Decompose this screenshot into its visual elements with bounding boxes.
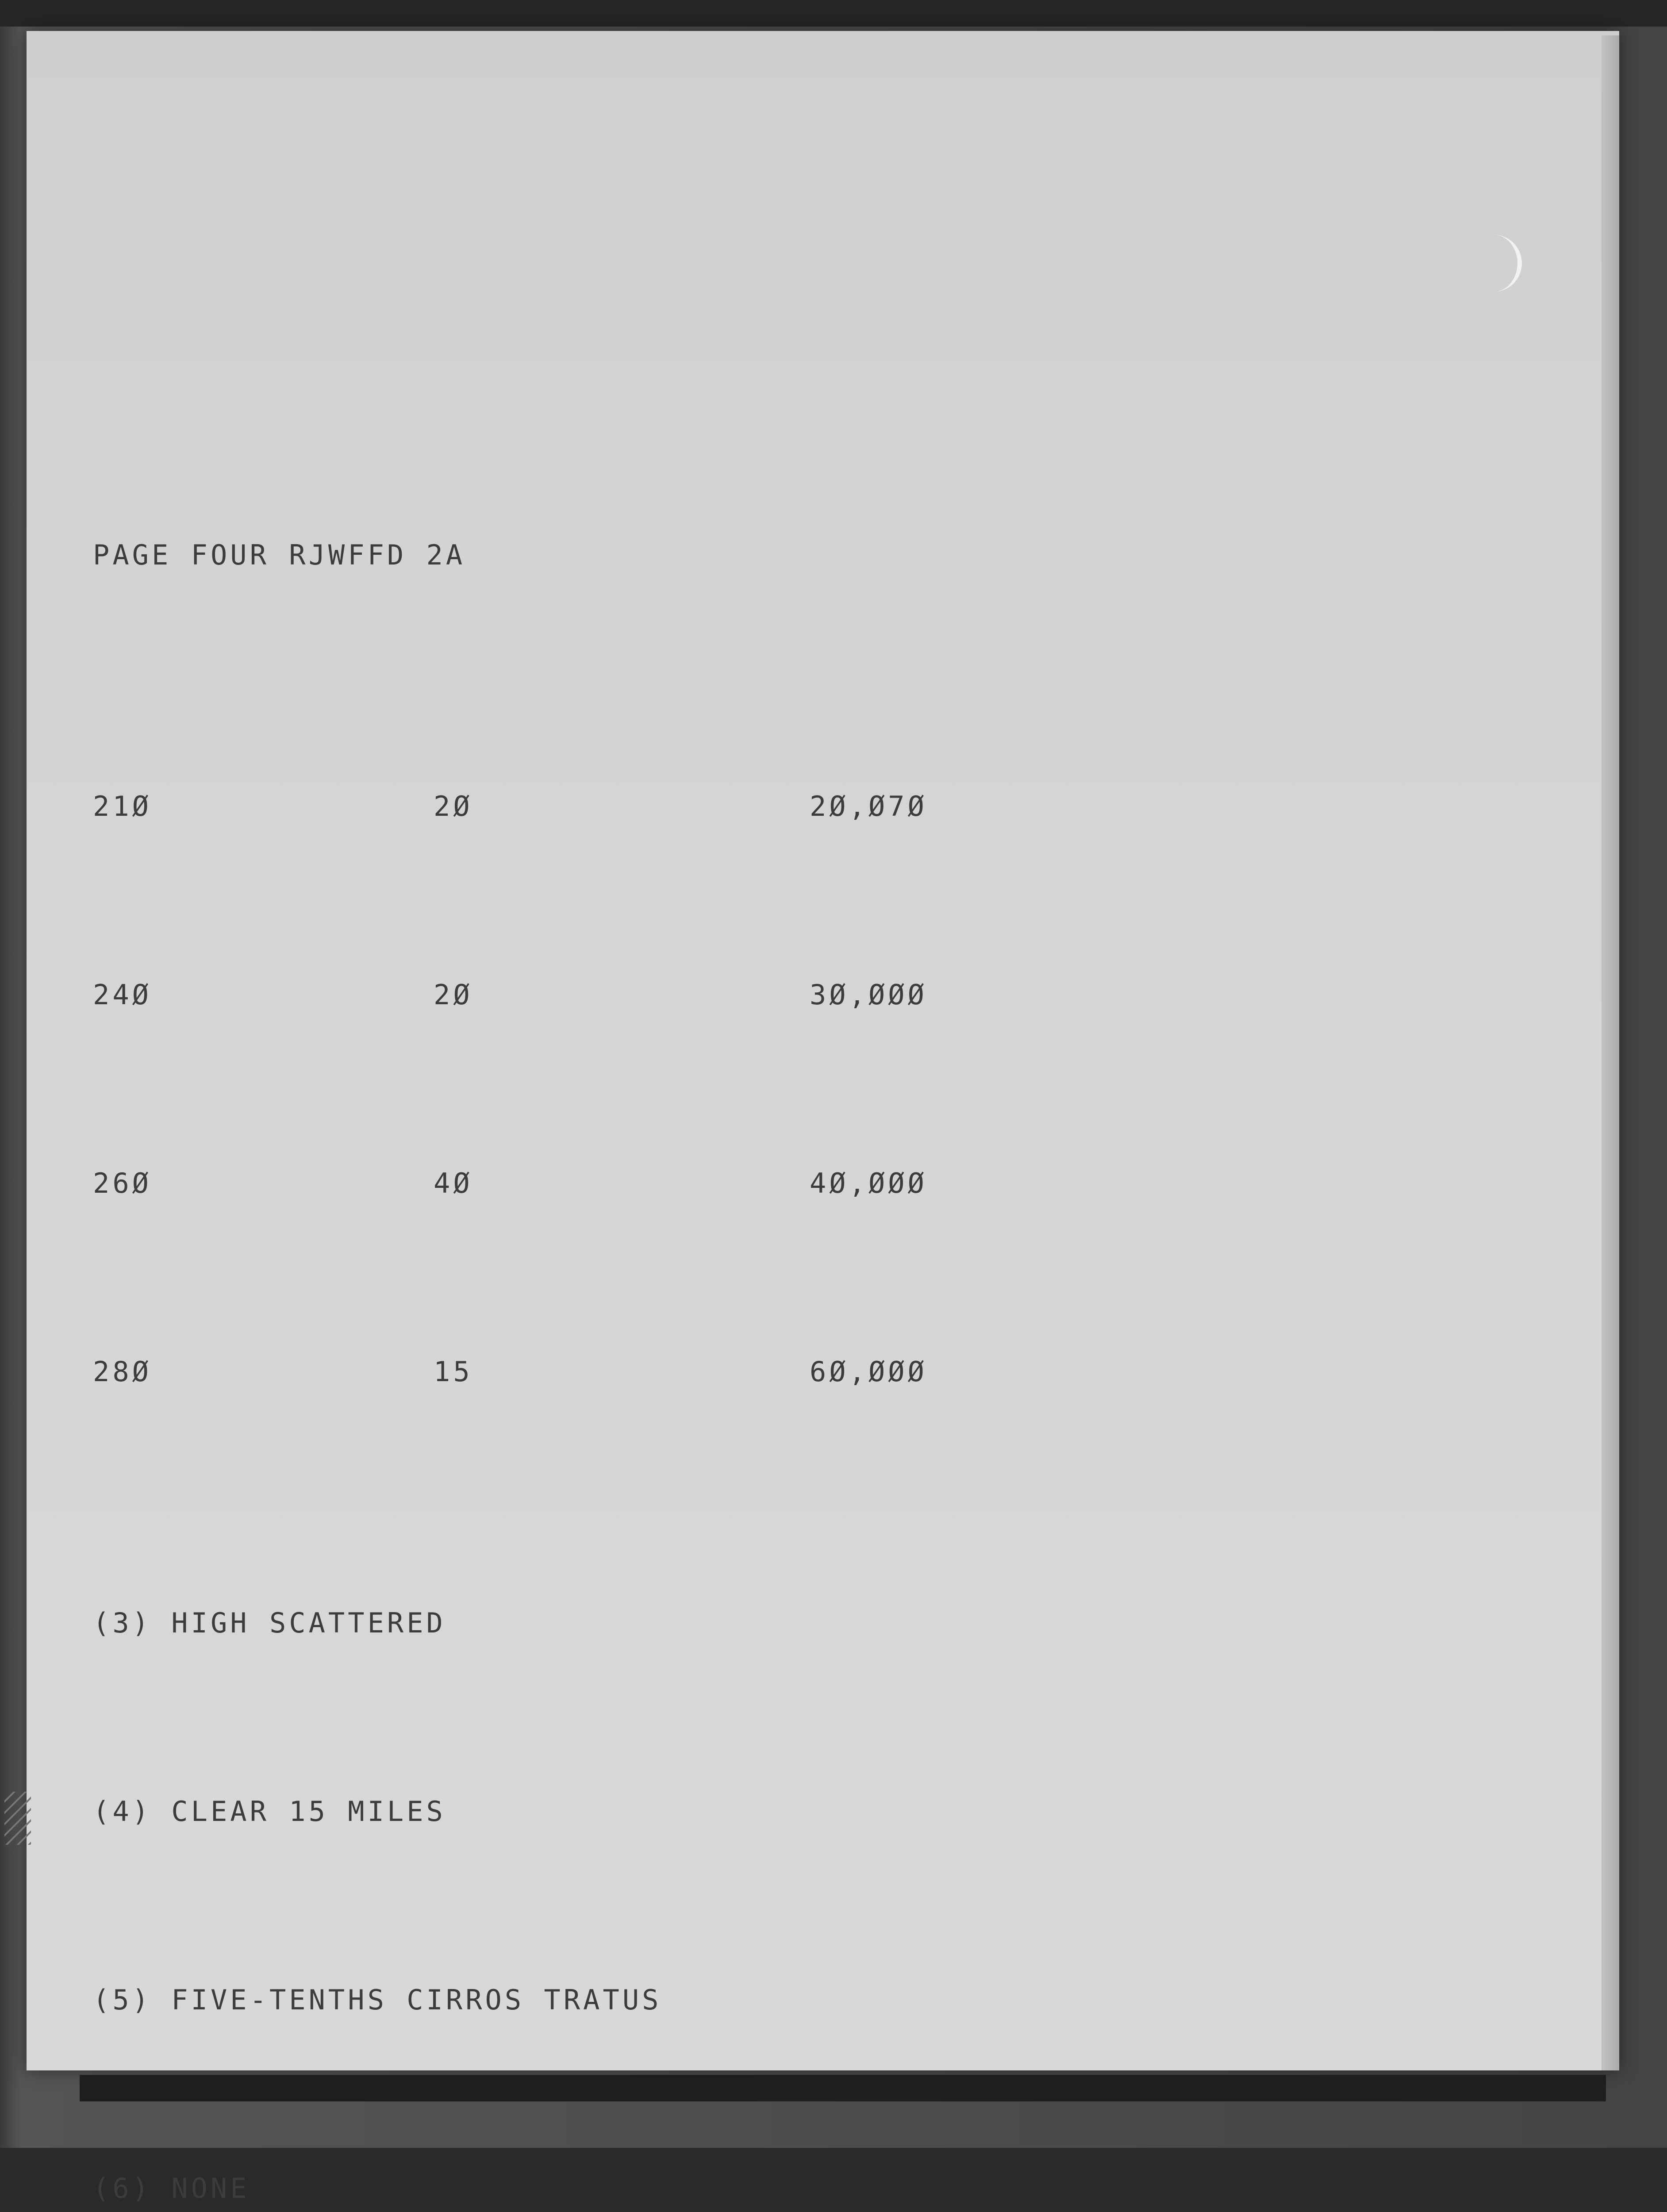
typed-text-block bbox=[93, 398, 1509, 2212]
table-cell: 26Ø bbox=[93, 1167, 152, 1199]
table-cell: 15 bbox=[434, 1356, 473, 1388]
table-cell: 2Ø bbox=[434, 790, 473, 822]
table-cell: 6Ø,ØØØ bbox=[810, 1356, 927, 1388]
table-row bbox=[93, 775, 1509, 838]
film-scratch bbox=[4, 1792, 31, 1845]
table-cell: 3Ø,ØØØ bbox=[810, 979, 927, 1011]
table-cell: 2Ø bbox=[434, 979, 473, 1011]
text-line: (3) HIGH SCATTERED bbox=[93, 1607, 446, 1639]
page-header: PAGE FOUR RJWFFD 2A bbox=[93, 539, 466, 571]
table-cell: 28Ø bbox=[93, 1356, 152, 1388]
table-row bbox=[93, 1340, 1509, 1403]
table-cell: 4Ø,ØØØ bbox=[810, 1167, 927, 1199]
text-line: (5) FIVE-TENTHS CIRROS TRATUS bbox=[93, 1984, 662, 2016]
page-right-edge bbox=[1602, 35, 1619, 2070]
table-cell: 24Ø bbox=[93, 979, 152, 1011]
table-row bbox=[93, 964, 1509, 1026]
table-cell: 2Ø,Ø7Ø bbox=[810, 790, 927, 822]
film-top-edge bbox=[0, 0, 1667, 27]
table-cell: 21Ø bbox=[93, 790, 152, 822]
text-line: (6) NONE bbox=[93, 2172, 250, 2204]
table-row bbox=[93, 1152, 1509, 1215]
table-cell: 4Ø bbox=[434, 1167, 473, 1199]
text-line: (4) CLEAR 15 MILES bbox=[93, 1795, 446, 1828]
